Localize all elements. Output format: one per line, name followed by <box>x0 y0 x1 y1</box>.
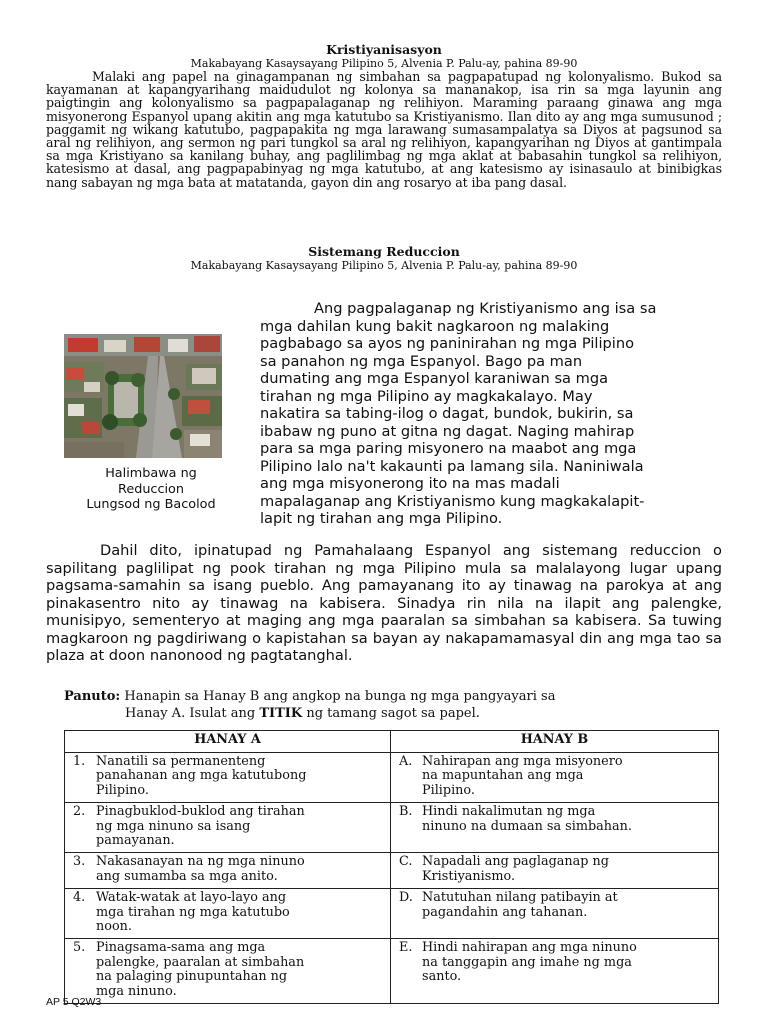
text-line: ang mga misyonerong ito na mas madali <box>260 475 560 492</box>
text-line: lapit ng tirahan ang mga Pilipino. <box>260 510 503 527</box>
text-line: dumating ang mga Espanyol karaniwan sa mga <box>260 370 609 387</box>
section-kristiyanisasyon <box>46 42 722 189</box>
column-header-hanay-a: HANAY A <box>65 731 391 753</box>
section-sistemang-reduccion <box>46 244 722 273</box>
item-text-line: Watak-watak at layo-layo ang <box>96 890 287 906</box>
item-text-line: Nahirapan ang mga misyonero <box>422 754 623 769</box>
section-source: Makabayang Kasaysayang Pilipino 5, Alvenia P. Palu-ay, pahina 89-90 <box>190 57 578 70</box>
text-line: Ang pagpalaganap ng Kristiyanismo ang isa sa <box>314 300 657 317</box>
table-row <box>65 939 719 1004</box>
item-text-line: ninuno na dumaan sa simbahan. <box>422 818 632 834</box>
text-line: mapalaganap ang Kristiyanismo kung magkakalapit- <box>260 492 645 510</box>
reduccion-paragraph-1 <box>260 300 722 528</box>
instructions-text: ng tamang sagot sa papel. <box>306 705 480 721</box>
item-text-line: Kristiyanismo. <box>422 868 516 884</box>
matching-table <box>64 730 719 1004</box>
section-source: Makabayang Kasaysayang Pilipino 5, Alvenia P. Palu-ay, pahina 89-90 <box>190 259 578 272</box>
table-row <box>65 803 719 853</box>
hanay-a-item <box>73 755 386 798</box>
hanay-b-item <box>399 941 714 984</box>
item-text <box>96 755 386 798</box>
text-line: tirahan ng mga Pilipino ay magkakalayo. May <box>260 387 593 405</box>
instructions-text: Hanay A. Isulat ang <box>125 705 256 721</box>
item-text-line: na palaging pinupuntahan ng <box>96 969 288 985</box>
section-title: Kristiyanisasyon <box>326 42 442 57</box>
item-text-line: Pilipino. <box>422 782 475 798</box>
text-line: Pilipino lalo na't kakaunti pa lamang sila. Naniniwala <box>260 457 644 475</box>
text-line: ibabaw ng puno at gitna ng dagat. Naging mahirap <box>260 422 635 440</box>
item-text-line: noon. <box>96 919 132 935</box>
item-text-line: panahanan ang mga katutubong <box>96 768 307 784</box>
item-text <box>422 855 714 884</box>
caption-line: Halimbawa ng <box>105 466 197 481</box>
item-text-line: Hindi nakalimutan ng mga <box>422 804 596 820</box>
item-text-line: Napadali ang paglaganap ng <box>422 854 609 870</box>
item-text <box>96 805 386 848</box>
item-text <box>96 891 386 934</box>
hanay-b-item <box>399 805 714 834</box>
item-text-line: na mapuntahan ang mga <box>422 768 584 784</box>
hanay-a-item <box>73 891 386 934</box>
column-header-hanay-b: HANAY B <box>391 731 719 753</box>
hanay-a-item <box>73 805 386 848</box>
text-line: mga dahilan kung bakit nagkaroon ng malaking <box>260 317 610 335</box>
reduccion-paragraph-2: Dahil dito, ipinatupad ng Pamahalaang Espanyol ang sistemang reduccion o sapilitang paglilipat ng pook tirahan ng mga Pilipino mula sa malalayong lugar upang pagsama-samahin sa isang pueblo. Ang pamayanang ito ay tinawag na parokya at ang pinakasentro nito ay tinawag na kabisera. Sinadya rin nila na ilapit ang palengke, munisipyo, sementeryo at maging ang mga paaralan sa simbahan sa kabisera. Sa tuwing magkaroon ng pagdiriwang o kapistahan sa bayan ay nakapamamasyal din ang mga tao sa plaza at doon nanonood ng pagtatanghal. <box>46 542 722 664</box>
item-text-line: ng mga ninuno sa isang <box>96 818 251 834</box>
item-marker: C. <box>399 854 413 870</box>
hanay-b-cell <box>391 889 719 939</box>
hanay-a-cell <box>65 889 391 939</box>
item-text-line: Pinagsama-sama ang mga <box>96 940 266 956</box>
section-body: Malaki ang papel na ginagampanan ng simbahan sa pagpapatupad ng kolonyalismo. Bukod sa kayamanan at kapangyarihang maidudulot ng kolonya sa mananakop, isa rin sa mga layunin ang paigtingin ang kolonyalismo sa pagpapalaganap ng relihiyon. Maraming paraang ginawa ang mga misyonerong Espanyol upang akitin ang mga katutubo sa Kristiyanismo. Ilan dito ay ang mga sumusunod ; paggamit ng wikang katutubo, pagpapakita ng mga larawang sumasampalatya sa Diyos at pagsunod sa aral ng relihiyon, ang sermon ng pari tungkol sa aral ng relihiyon, kapangyarihan ng Diyos at gantimpala sa mga Kristiyano sa kanilang buhay, ang paglilimbag ng mga aklat at babasahin tungkol sa relihiyon, katesismo at dasal, ang pagpapabinyag ng mga katutubo, at ang katesismo ay isinasaulo at binibigkas nang sabayan ng mga bata at matatanda, gayon din ang rosaryo at iba pang dasal. <box>46 69 722 190</box>
item-text-line: ang sumamba sa mga anito. <box>96 868 278 884</box>
item-marker: A. <box>399 754 413 769</box>
item-text <box>96 941 386 999</box>
hanay-a-cell <box>65 753 391 803</box>
item-text-line: Pilipino. <box>96 782 149 798</box>
item-text <box>422 805 714 834</box>
text-line: para sa mga paring misyonero na maabot ang mga <box>260 440 637 457</box>
table-row <box>65 889 719 939</box>
instructions <box>64 689 724 722</box>
instructions-label: Panuto: <box>64 689 121 704</box>
hanay-b-item <box>399 755 714 798</box>
photo-caption <box>64 466 238 513</box>
item-text-line: Nanatili sa permanenteng <box>96 754 266 769</box>
hanay-a-cell <box>65 853 391 889</box>
item-text-line: Natutuhan nilang patibayin at <box>422 890 618 906</box>
item-text-line: na tanggapin ang imahe ng mga <box>422 954 632 970</box>
section-title: Sistemang Reduccion <box>308 244 460 259</box>
instructions-line-2 <box>64 706 724 723</box>
item-text-line: palengke, paaralan at simbahan <box>96 954 305 970</box>
hanay-a-item <box>73 941 386 999</box>
table-row <box>65 853 719 889</box>
hanay-b-cell <box>391 753 719 803</box>
item-marker: 4. <box>73 890 86 906</box>
instructions-emphasis: TITIK <box>259 705 303 721</box>
item-text <box>96 855 386 884</box>
hanay-a-cell <box>65 803 391 853</box>
item-text-line: Nakasanayan na ng mga ninuno <box>96 854 305 870</box>
caption-line: Lungsod ng Bacolod <box>86 497 216 512</box>
table-row <box>65 753 719 803</box>
item-text-line: pamayanan. <box>96 833 175 849</box>
hanay-b-cell <box>391 939 719 1004</box>
hanay-a-cell <box>65 939 391 1004</box>
item-marker: 1. <box>73 754 86 769</box>
item-text-line: pagandahin ang tahanan. <box>422 904 588 920</box>
item-text <box>422 755 714 798</box>
item-text-line: mga ninuno. <box>96 983 177 999</box>
item-text-line: Pinagbuklod-buklod ang tirahan <box>96 804 305 820</box>
hanay-a-item <box>73 855 386 884</box>
item-text <box>422 941 714 984</box>
item-marker: E. <box>399 940 413 956</box>
item-marker: B. <box>399 804 413 820</box>
item-text <box>422 891 714 920</box>
reduccion-aerial-photo <box>64 334 222 458</box>
footer-code: AP 5 Q2W3 <box>46 996 102 1008</box>
table-body <box>65 753 719 1004</box>
item-text-line: Hindi nahirapan ang mga ninuno <box>422 940 637 956</box>
hanay-b-cell <box>391 853 719 889</box>
item-marker: 2. <box>73 804 86 820</box>
text-line: sa panahon ng mga Espanyol. Bago pa man <box>260 352 583 370</box>
instructions-line: Hanapin sa Hanay B ang angkop na bunga ng mga pangyayari sa <box>124 689 556 704</box>
item-marker: 3. <box>73 854 86 870</box>
item-marker: 5. <box>73 940 86 956</box>
hanay-b-item <box>399 891 714 920</box>
item-marker: D. <box>399 890 413 906</box>
text-line: pagbabago sa ayos ng paninirahan ng mga Pilipino <box>260 335 634 352</box>
item-text-line: santo. <box>422 969 462 985</box>
caption-line: Reduccion <box>118 481 184 497</box>
text-line: nakatira sa tabing-ilog o dagat, bundok, bukirin, sa <box>260 405 634 422</box>
item-text-line: mga tirahan ng mga katutubo <box>96 904 290 920</box>
table-header-row <box>65 731 719 753</box>
hanay-b-item <box>399 855 714 884</box>
hanay-b-cell <box>391 803 719 853</box>
